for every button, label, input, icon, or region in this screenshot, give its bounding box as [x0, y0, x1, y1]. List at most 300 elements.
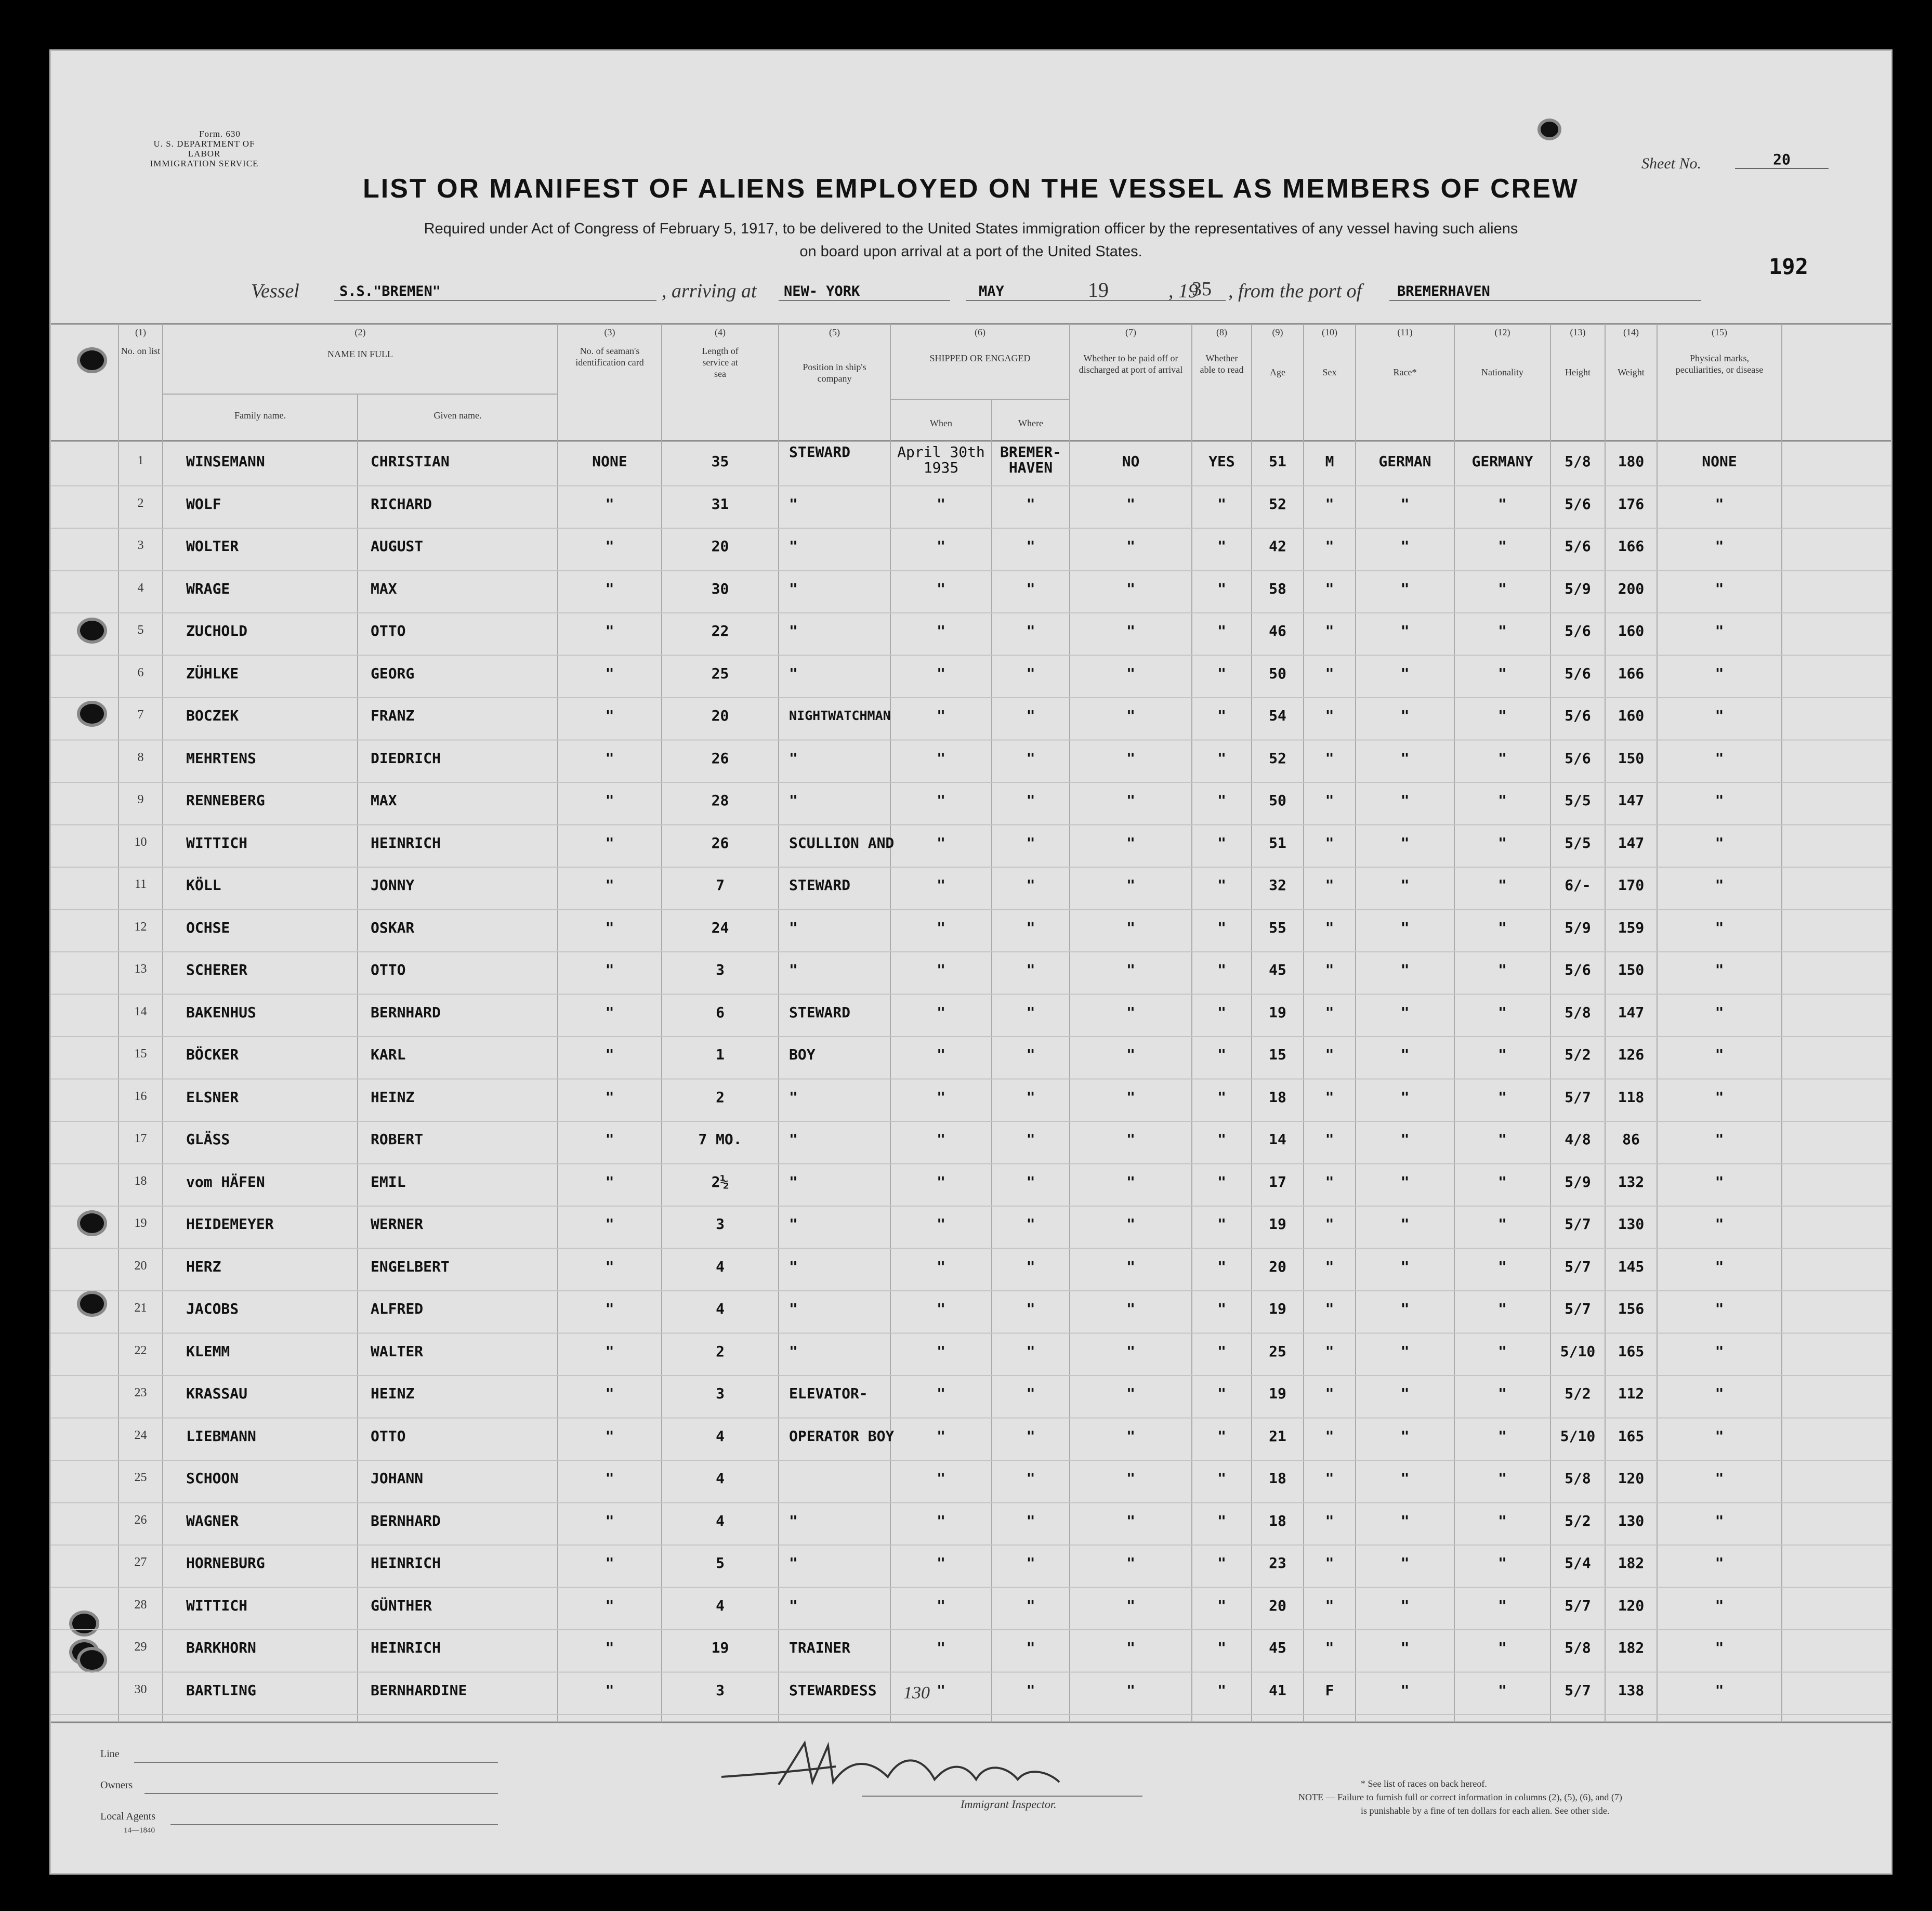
cell-race: " [1400, 961, 1410, 978]
cell-age: 19 [1269, 1003, 1286, 1021]
cell-height: 5/8 [1565, 1003, 1591, 1021]
cell-position: " [789, 495, 798, 513]
cell-marks: " [1715, 1681, 1724, 1699]
cell-nat: " [1498, 1003, 1507, 1021]
cell-position: " [789, 961, 798, 978]
cell-paid: " [1126, 1639, 1135, 1656]
cell-card: " [605, 707, 614, 724]
col12-header [1454, 326, 1550, 378]
cell-marks: " [1715, 1258, 1724, 1275]
sheet-label: Sheet No. [1641, 155, 1701, 172]
cell-no: 16 [134, 1089, 147, 1103]
cell-weight: 165 [1618, 1342, 1645, 1360]
cell-family: WOLTER [186, 538, 239, 555]
cell-paid: " [1126, 1554, 1135, 1572]
cell-age: 18 [1269, 1088, 1286, 1106]
cell-marks: " [1715, 1470, 1724, 1487]
cell-marks: " [1715, 1427, 1724, 1445]
cell-age: 17 [1269, 1173, 1286, 1190]
note-penalty-1: NOTE — Failure to furnish full or correct information in columns (2), (5), (6), and (7) [1298, 1792, 1622, 1802]
cell-height: 5/8 [1565, 1470, 1591, 1487]
cell-paid: " [1126, 664, 1135, 682]
cell-age: 42 [1269, 538, 1286, 555]
family-name-header: Family name. [234, 410, 286, 421]
cell-service: 26 [711, 749, 729, 767]
cell-when: " [937, 1131, 945, 1148]
cell-service: 20 [711, 707, 729, 724]
cell-position: " [789, 1554, 798, 1572]
cell-position: " [789, 1596, 798, 1614]
year-suffix: 35 [1192, 278, 1212, 300]
cell-nat: " [1498, 1342, 1507, 1360]
cell-where: " [1026, 1131, 1035, 1148]
cell-height: 5/9 [1565, 919, 1591, 936]
cell-weight: 150 [1618, 961, 1645, 978]
cell-given: HEINZ [371, 1088, 415, 1106]
cell-read: " [1217, 580, 1226, 597]
cell-family: HERZ [186, 1258, 221, 1275]
cell-sex: " [1325, 622, 1334, 639]
cell-race: " [1400, 1639, 1410, 1656]
cell-no: 30 [134, 1682, 147, 1696]
cell-no: 6 [137, 665, 144, 679]
cell-read: " [1217, 1427, 1226, 1445]
cell-family: RENNEBERG [186, 792, 265, 809]
cell-where: " [1026, 1215, 1035, 1233]
cell-given: ALFRED [371, 1300, 424, 1317]
cell-weight: 120 [1618, 1596, 1645, 1614]
cell-height: 5/7 [1565, 1681, 1591, 1699]
cell-where: " [1026, 580, 1035, 597]
cell-position: STEWARD [789, 1003, 851, 1021]
cell-marks: " [1715, 1300, 1724, 1317]
cell-service: 2½ [711, 1173, 729, 1190]
col14-header [1605, 326, 1657, 378]
cell-card: " [605, 495, 614, 513]
cell-weight: 120 [1618, 1470, 1645, 1487]
cell-height: 4/8 [1565, 1131, 1591, 1148]
cell-when: " [937, 538, 945, 555]
cell-paid: " [1126, 1470, 1135, 1487]
cell-height: 6/- [1565, 876, 1591, 894]
cell-service: 4 [716, 1427, 725, 1445]
cell-given: MAX [371, 792, 397, 809]
cell-where: " [1026, 1385, 1035, 1402]
cell-marks: " [1715, 1003, 1724, 1021]
cell-age: 14 [1269, 1131, 1286, 1148]
cell-sex: " [1325, 749, 1334, 767]
subtitle-line-2: on board upon arrival at a port of the United States. [799, 243, 1142, 260]
cell-where: " [1026, 495, 1035, 513]
cell-age: 55 [1269, 919, 1286, 936]
cell-service: 4 [716, 1300, 725, 1317]
col5-header [779, 326, 890, 384]
cell-family: HEIDEMEYER [186, 1215, 274, 1233]
cell-given: WALTER [371, 1342, 424, 1360]
cell-height: 5/4 [1565, 1554, 1591, 1572]
col8-number: (8) [1216, 327, 1227, 337]
cell-race: " [1400, 664, 1410, 682]
cell-age: 25 [1269, 1342, 1286, 1360]
cell-read: " [1217, 1681, 1226, 1699]
cell-no: 21 [134, 1301, 147, 1315]
note-penalty-2: is punishable by a fine of ten dollars for each alien. See other side. [1361, 1805, 1610, 1816]
cell-no: 14 [134, 1004, 147, 1018]
cell-read: " [1217, 1596, 1226, 1614]
cell-nat: " [1498, 1681, 1507, 1699]
col3-number: (3) [604, 327, 615, 337]
cell-marks: " [1715, 1385, 1724, 1402]
cell-age: 58 [1269, 580, 1286, 597]
cell-sex: " [1325, 1554, 1334, 1572]
col4-label: Length of service at sea [702, 346, 739, 379]
col7-number: (7) [1125, 327, 1136, 337]
cell-race: " [1400, 1342, 1410, 1360]
cell-service: 20 [711, 538, 729, 555]
cell-where: " [1026, 1046, 1035, 1063]
cell-given: JONNY [371, 876, 415, 894]
cell-card: " [605, 1215, 614, 1233]
inspector-label: Immigrant Inspector. [961, 1798, 1057, 1811]
cell-where: " [1026, 792, 1035, 809]
cell-read: YES [1208, 453, 1235, 470]
cell-position: " [789, 1088, 798, 1106]
cell-height: 5/9 [1565, 1173, 1591, 1190]
cell-where: " [1026, 1003, 1035, 1021]
cell-when: " [937, 664, 945, 682]
cell-family: SCHERER [186, 961, 248, 978]
cell-card: " [605, 1681, 614, 1699]
cell-position: " [789, 1131, 798, 1148]
form-number: Form. 630 [199, 129, 241, 139]
cell-weight: 170 [1618, 876, 1645, 894]
cell-height: 5/6 [1565, 961, 1591, 978]
col15-label: Physical marks, peculiarities, or disease [1675, 353, 1764, 375]
cell-when: " [937, 1088, 945, 1106]
cell-nat: " [1498, 495, 1507, 513]
cell-given: EMIL [371, 1173, 406, 1190]
cell-paid: " [1126, 707, 1135, 724]
cell-race: " [1400, 1427, 1410, 1445]
col15-header [1657, 326, 1782, 375]
cell-card: " [605, 1512, 614, 1529]
cell-when: " [937, 1427, 945, 1445]
cell-marks: " [1715, 495, 1724, 513]
cell-marks: " [1715, 1173, 1724, 1190]
col8-label: Whether able to read [1200, 353, 1244, 375]
cell-paid: " [1126, 1596, 1135, 1614]
cell-where: " [1026, 1088, 1035, 1106]
cell-service: 3 [716, 1681, 725, 1699]
cell-read: " [1217, 1131, 1226, 1148]
cell-given: AUGUST [371, 538, 424, 555]
cell-no: 4 [137, 581, 144, 595]
cell-read: " [1217, 538, 1226, 555]
cell-when: " [937, 707, 945, 724]
col7-label: Whether to be paid off or discharged at port of arrival [1079, 353, 1183, 375]
cell-given: HEINRICH [371, 1639, 441, 1656]
col3-header [558, 326, 662, 368]
cell-nat: " [1498, 1596, 1507, 1614]
cell-race: " [1400, 1088, 1410, 1106]
cell-no: 7 [137, 708, 144, 722]
cell-where: " [1026, 707, 1035, 724]
cell-marks: " [1715, 749, 1724, 767]
cell-no: 13 [134, 962, 147, 976]
cell-height: 5/9 [1565, 580, 1591, 597]
cell-paid: " [1126, 622, 1135, 639]
cell-position: " [789, 1173, 798, 1190]
cell-weight: 182 [1618, 1554, 1645, 1572]
col11-label: Race* [1393, 367, 1417, 377]
cell-service: 2 [716, 1342, 725, 1360]
cell-read: " [1217, 495, 1226, 513]
cell-no: 22 [134, 1343, 147, 1357]
cell-race: " [1400, 749, 1410, 767]
cell-where: " [1026, 749, 1035, 767]
cell-read: " [1217, 1554, 1226, 1572]
cell-position: ELEVATOR- [789, 1385, 868, 1402]
cell-when: " [937, 961, 945, 978]
cell-paid: " [1126, 1088, 1135, 1106]
cell-nat: " [1498, 961, 1507, 978]
cell-given: ENGELBERT [371, 1258, 450, 1275]
cell-family: LIEBMANN [186, 1427, 256, 1445]
cell-position: " [789, 1215, 798, 1233]
cell-weight: 159 [1618, 919, 1645, 936]
cell-nat: " [1498, 1470, 1507, 1487]
cell-service: 22 [711, 622, 729, 639]
cell-when: " [937, 1342, 945, 1360]
cell-race: " [1400, 1173, 1410, 1190]
cell-sex: F [1325, 1681, 1334, 1699]
cell-card: " [605, 834, 614, 852]
cell-height: 5/10 [1560, 1427, 1596, 1445]
cell-race: " [1400, 1131, 1410, 1148]
cell-no: 24 [134, 1428, 147, 1442]
cell-card: " [605, 538, 614, 555]
cell-card: " [605, 1342, 614, 1360]
cell-paid: " [1126, 1046, 1135, 1063]
cell-family: JACOBS [186, 1300, 239, 1317]
cell-age: 51 [1269, 834, 1286, 852]
cell-card: " [605, 580, 614, 597]
col6-label: SHIPPED OR ENGAGED [929, 353, 1031, 363]
cell-given: CHRISTIAN [371, 453, 450, 470]
cell-weight: 126 [1618, 1046, 1645, 1063]
cell-given: KARL [371, 1046, 406, 1063]
cell-when: " [937, 1554, 945, 1572]
cell-card: " [605, 749, 614, 767]
cell-card: " [605, 1470, 614, 1487]
cell-card: " [605, 664, 614, 682]
cell-weight: 147 [1618, 792, 1645, 809]
cell-marks: " [1715, 919, 1724, 936]
cell-given: DIEDRICH [371, 749, 441, 767]
col2-label: NAME IN FULL [327, 349, 393, 359]
col3-label: No. of seaman's identification card [575, 346, 644, 368]
cell-given: HEINRICH [371, 1554, 441, 1572]
arrival-month: MAY [979, 283, 1004, 299]
cell-when: " [937, 1258, 945, 1275]
cell-family: WITTICH [186, 834, 248, 852]
cell-race: " [1400, 1300, 1410, 1317]
cell-no: 2 [137, 496, 144, 510]
cell-service: 7 MO. [698, 1131, 742, 1148]
col1-label: No. on list [121, 346, 161, 356]
cell-age: 18 [1269, 1470, 1286, 1487]
cell-nat: " [1498, 876, 1507, 894]
cell-no: 12 [134, 920, 147, 934]
col9-header [1252, 326, 1304, 378]
cell-age: 54 [1269, 707, 1286, 724]
cell-weight: 147 [1618, 1003, 1645, 1021]
cell-family: WINSEMANN [186, 453, 265, 470]
cell-position: " [789, 1300, 798, 1317]
col10-label: Sex [1322, 367, 1337, 377]
cell-read: " [1217, 876, 1226, 894]
cell-nat: " [1498, 749, 1507, 767]
cell-when: " [937, 495, 945, 513]
cell-service: 30 [711, 580, 729, 597]
departure-port: BREMERHAVEN [1397, 283, 1490, 299]
cell-sex: " [1325, 961, 1334, 978]
cell-age: 21 [1269, 1427, 1286, 1445]
cell-service: 31 [711, 495, 729, 513]
cell-where: " [1026, 1596, 1035, 1614]
cell-where: " [1026, 1681, 1035, 1699]
cell-when: " [937, 834, 945, 852]
cell-card: " [605, 961, 614, 978]
cell-card: " [605, 792, 614, 809]
cell-position: " [789, 580, 798, 597]
cell-age: 50 [1269, 664, 1286, 682]
cell-when: " [937, 1300, 945, 1317]
cell-nat: " [1498, 919, 1507, 936]
col6-header [890, 326, 1070, 364]
cell-race: " [1400, 622, 1410, 639]
cell-where: " [1026, 538, 1035, 555]
cell-family: GLÄSS [186, 1131, 230, 1148]
cell-height: 5/6 [1565, 495, 1591, 513]
col1-number: (1) [135, 327, 146, 337]
cell-card: " [605, 1088, 614, 1106]
cell-family: ELSNER [186, 1088, 239, 1106]
cell-where: " [1026, 1173, 1035, 1190]
cell-given: HEINZ [371, 1385, 415, 1402]
cell-age: 41 [1269, 1681, 1286, 1699]
vessel-name: S.S."BREMEN" [339, 283, 441, 299]
cell-marks: " [1715, 1342, 1724, 1360]
cell-marks: " [1715, 1131, 1724, 1148]
cell-position: " [789, 749, 798, 767]
cell-marks: " [1715, 1639, 1724, 1656]
cell-nat: " [1498, 1554, 1507, 1572]
cell-nat: " [1498, 664, 1507, 682]
cell-position: BOY [789, 1046, 816, 1063]
cell-service: 4 [716, 1596, 725, 1614]
cell-read: " [1217, 1470, 1226, 1487]
cell-when: " [937, 1385, 945, 1402]
cell-service: 1 [716, 1046, 725, 1063]
cell-where: BREMER- HAVEN [1000, 443, 1061, 476]
cell-race: " [1400, 792, 1410, 809]
line-label: Line [100, 1748, 120, 1760]
cell-sex: " [1325, 876, 1334, 894]
cell-read: " [1217, 1639, 1226, 1656]
cell-when: " [937, 1173, 945, 1190]
cell-family: KÖLL [186, 876, 221, 894]
cell-service: 25 [711, 664, 729, 682]
cell-age: 18 [1269, 1512, 1286, 1529]
cell-nat: " [1498, 1258, 1507, 1275]
cell-age: 19 [1269, 1300, 1286, 1317]
cell-where: " [1026, 961, 1035, 978]
cell-where: " [1026, 1342, 1035, 1360]
cell-service: 3 [716, 1215, 725, 1233]
cell-age: 51 [1269, 453, 1286, 470]
col13-number: (13) [1570, 327, 1586, 337]
arriving-label: , arriving at [662, 280, 757, 302]
cell-height: 5/2 [1565, 1385, 1591, 1402]
cell-age: 19 [1269, 1385, 1286, 1402]
cell-card: " [605, 1258, 614, 1275]
cell-where: " [1026, 1427, 1035, 1445]
cell-position: " [789, 1258, 798, 1275]
footer-note [1298, 1777, 1844, 1817]
cell-nat: " [1498, 1131, 1507, 1148]
cell-sex: " [1325, 1596, 1334, 1614]
cell-paid: " [1126, 1215, 1135, 1233]
cell-height: 5/7 [1565, 1596, 1591, 1614]
col8-header [1192, 326, 1252, 375]
cell-race: " [1400, 1385, 1410, 1402]
cell-when: " [937, 1596, 945, 1614]
cell-sex: " [1325, 1003, 1334, 1021]
cell-weight: 200 [1618, 580, 1645, 597]
cell-position: TRAINER [789, 1639, 851, 1656]
cell-age: 45 [1269, 1639, 1286, 1656]
cell-marks: " [1715, 1088, 1724, 1106]
cell-card: " [605, 622, 614, 639]
cell-service: 7 [716, 876, 725, 894]
cell-sex: " [1325, 707, 1334, 724]
cell-sex: " [1325, 664, 1334, 682]
cell-nat: " [1498, 1427, 1507, 1445]
cell-race: " [1400, 919, 1410, 936]
cell-card: " [605, 1427, 614, 1445]
cell-where: " [1026, 1258, 1035, 1275]
cell-sex: " [1325, 1215, 1334, 1233]
cell-where: " [1026, 1470, 1035, 1487]
cell-sex: " [1325, 495, 1334, 513]
cell-card: " [605, 1173, 614, 1190]
cell-given: OTTO [371, 622, 406, 639]
cell-paid: " [1126, 1385, 1135, 1402]
cell-race: " [1400, 834, 1410, 852]
cell-card: " [605, 1131, 614, 1148]
cell-read: " [1217, 1512, 1226, 1529]
sheet-number: 20 [1735, 151, 1829, 169]
page-number: 192 [1769, 254, 1808, 279]
col12-number: (12) [1494, 327, 1510, 337]
col13-header [1550, 326, 1605, 378]
cell-card: " [605, 1300, 614, 1317]
cell-given: GÜNTHER [371, 1596, 432, 1614]
cell-given: BERNHARD [371, 1003, 441, 1021]
cell-read: " [1217, 1003, 1226, 1021]
col1-header [119, 326, 163, 357]
